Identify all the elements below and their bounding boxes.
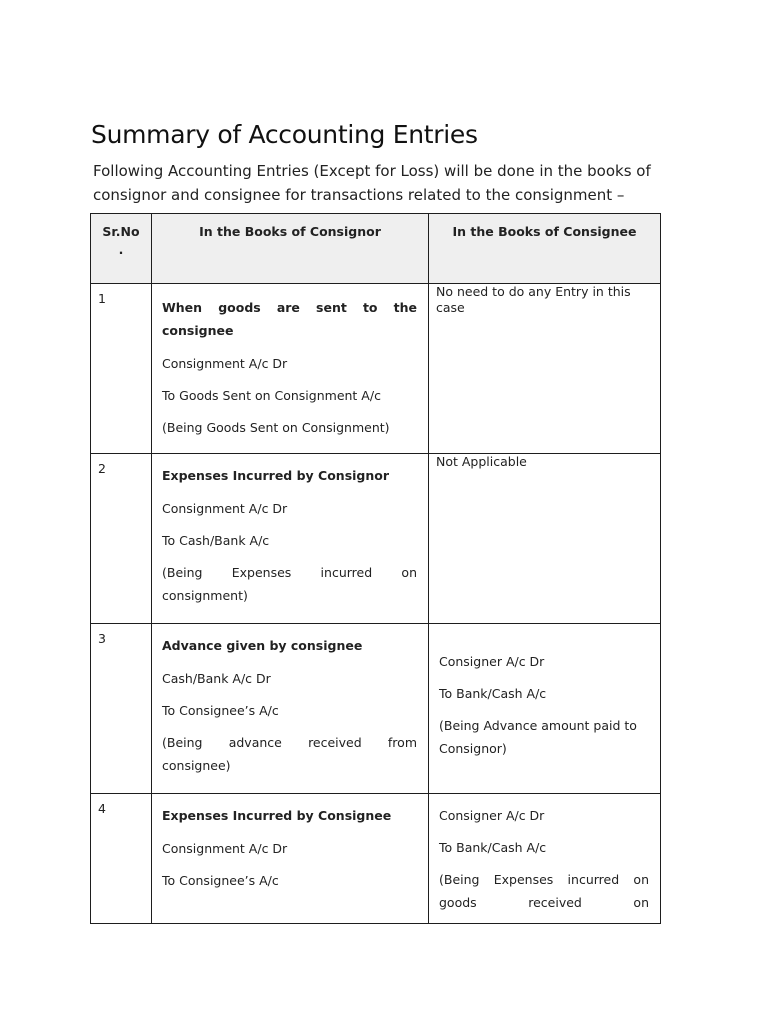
entry-line: (Being Expenses incurred on consignment) [162,565,417,603]
entry-line: Cash/Bank A/c Dr [162,671,271,686]
entry-line: Consignment A/c Dr [162,501,288,516]
header-consignee: In the Books of Consignee [429,214,661,284]
table-header-row [91,214,661,284]
row-number: 2 [91,454,152,624]
row-number: 3 [91,624,152,794]
row-number: 1 [91,284,152,454]
header-consignor: In the Books of Consignor [152,214,429,284]
entry-line: Consigner A/c Dr [439,654,545,669]
entry-line: (Being Goods Sent on Consignment) [162,420,390,435]
table-row [91,794,661,924]
header-sr-no: Sr.No . [91,214,152,284]
entry-line: To Consignee’s A/c [162,873,279,888]
table-row [91,624,661,794]
consignor-entry [152,284,429,454]
consignee-note: No need to do any Entry in this case [436,284,631,315]
entry-line: To Goods Sent on Consignment A/c [162,388,381,403]
consignee-entry [429,284,661,454]
intro-paragraph: Following Accounting Entries (Except for Loss) will be done in the books of consignor and consignee for transactions related to the consignment – [93,162,651,204]
entry-line: Consignment A/c Dr [162,356,288,371]
entry-line: (Being Expenses incurred on goods received on [439,872,649,910]
entry-line: To Consignee’s A/c [162,703,279,718]
entry-line: To Bank/Cash A/c [439,840,547,855]
entry-line: (Being Advance amount paid to Consignor) [439,718,637,756]
consignee-note: Not Applicable [436,454,527,469]
consignor-entry [152,794,429,924]
consignee-entry [429,794,661,924]
entry-title: Expenses Incurred by Consignee [162,808,392,823]
consignor-entry [152,624,429,794]
entry-line: Consignment A/c Dr [162,841,288,856]
consignee-entry [429,624,661,794]
entry-line: (Being advance received from consignee) [162,735,417,773]
entry-line: To Bank/Cash A/c [439,686,547,701]
accounting-entries-table [90,213,661,924]
entry-title: Expenses Incurred by Consignor [162,468,390,483]
consignee-entry [429,454,661,624]
table-row [91,454,661,624]
entry-title: Advance given by consignee [162,638,363,653]
table-row [91,284,661,454]
entry-line: Consigner A/c Dr [439,808,545,823]
entry-line: To Cash/Bank A/c [162,533,270,548]
consignor-entry [152,454,429,624]
page-title: Summary of Accounting Entries [91,120,478,149]
row-number: 4 [91,794,152,924]
entry-title: When goods are sent to the consignee [162,300,417,338]
